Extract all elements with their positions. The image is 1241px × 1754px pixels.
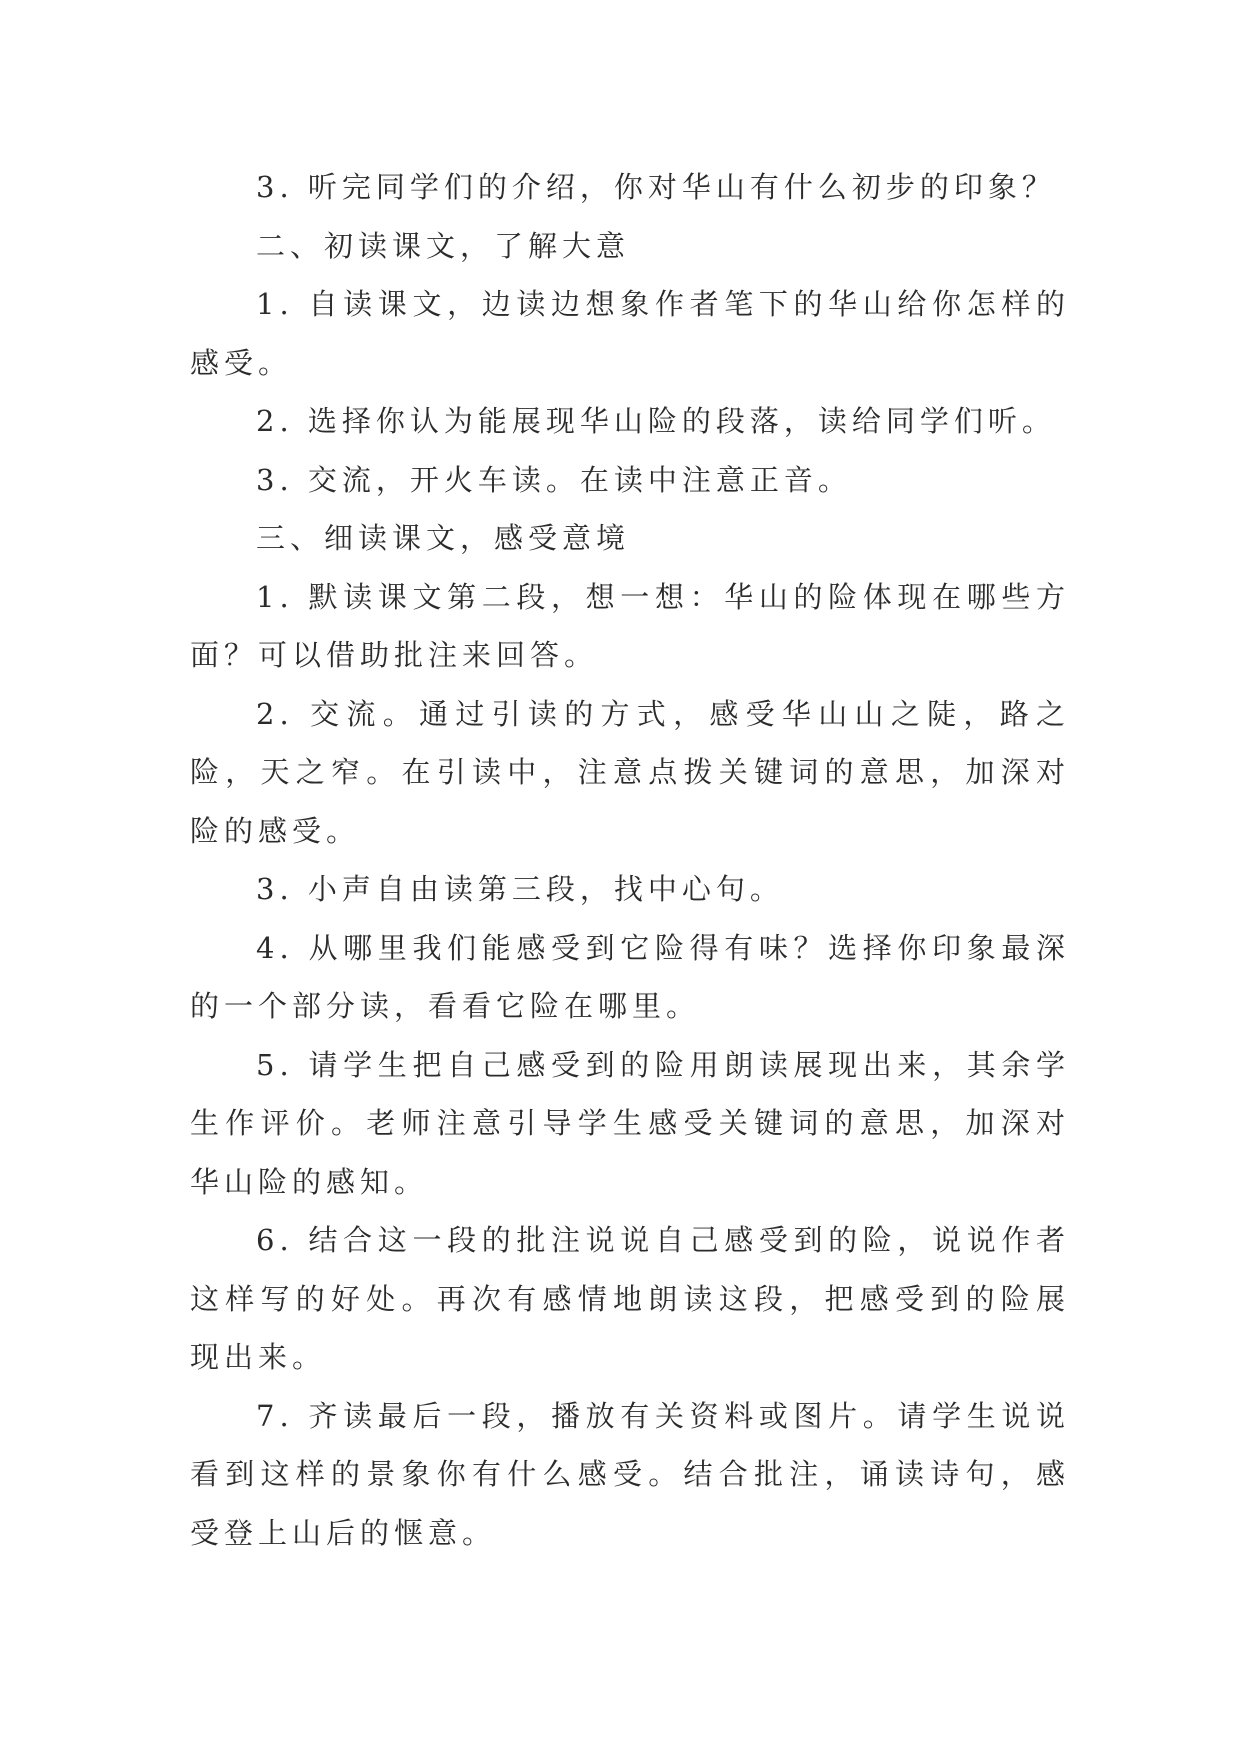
paragraph-step-7-final-section: 7. 齐读最后一段，播放有关资料或图片。请学生说说看到这样的景象你有什么感受。结合批注，诵读诗句，感受登上山后的惬意。	[190, 1398, 1070, 1550]
heading-close-reading: 三、细读课文，感受意境	[256, 521, 631, 555]
paragraph-step-6-annotations: 6. 结合这一段的批注说说自己感受到的险，说说作者这样写的好处。再次有感情地朗读这段，把感受到的险展现出来。	[190, 1223, 1070, 1374]
paragraph-step-4-deepest-impression: 4. 从哪里我们能感受到它险得有味？选择你印象最深的一个部分读，看看它险在哪里。	[190, 930, 1070, 1023]
paragraph-step-1-silent-read: 1. 默读课文第二段，想一想：华山的险体现在哪些方面？可以借助批注来回答。	[190, 579, 1070, 672]
document-body	[190, 158, 1070, 1562]
paragraph-step-3-impression: 3. 听完同学们的介绍，你对华山有什么初步的印象？	[256, 170, 1056, 204]
paragraph-step-5-read-aloud: 5. 请学生把自己感受到的险用朗读展现出来，其余学生作评价。老师注意引导学生感受关键词的意思，加深对华山险的感知。	[190, 1047, 1070, 1199]
paragraph-step-3-central-sentence: 3. 小声自由读第三段，找中心句。	[256, 872, 784, 906]
heading-first-reading: 二、初读课文，了解大意	[256, 228, 631, 263]
paragraph-step-2-choose-section: 2. 选择你认为能展现华山险的段落，读给同学们听。	[256, 404, 1056, 438]
paragraph-step-2-guided-read: 2. 交流。通过引读的方式，感受华山山之陡，路之险，天之窄。在引读中，注意点拨关键词的意思，加深对险的感受。	[190, 696, 1070, 848]
paragraph-step-1-self-read: 1. 自读课文，边读边想象作者笔下的华山给你怎样的感受。	[190, 287, 1070, 380]
paragraph-step-3-exchange: 3. 交流，开火车读。在读中注意正音。	[256, 462, 852, 497]
